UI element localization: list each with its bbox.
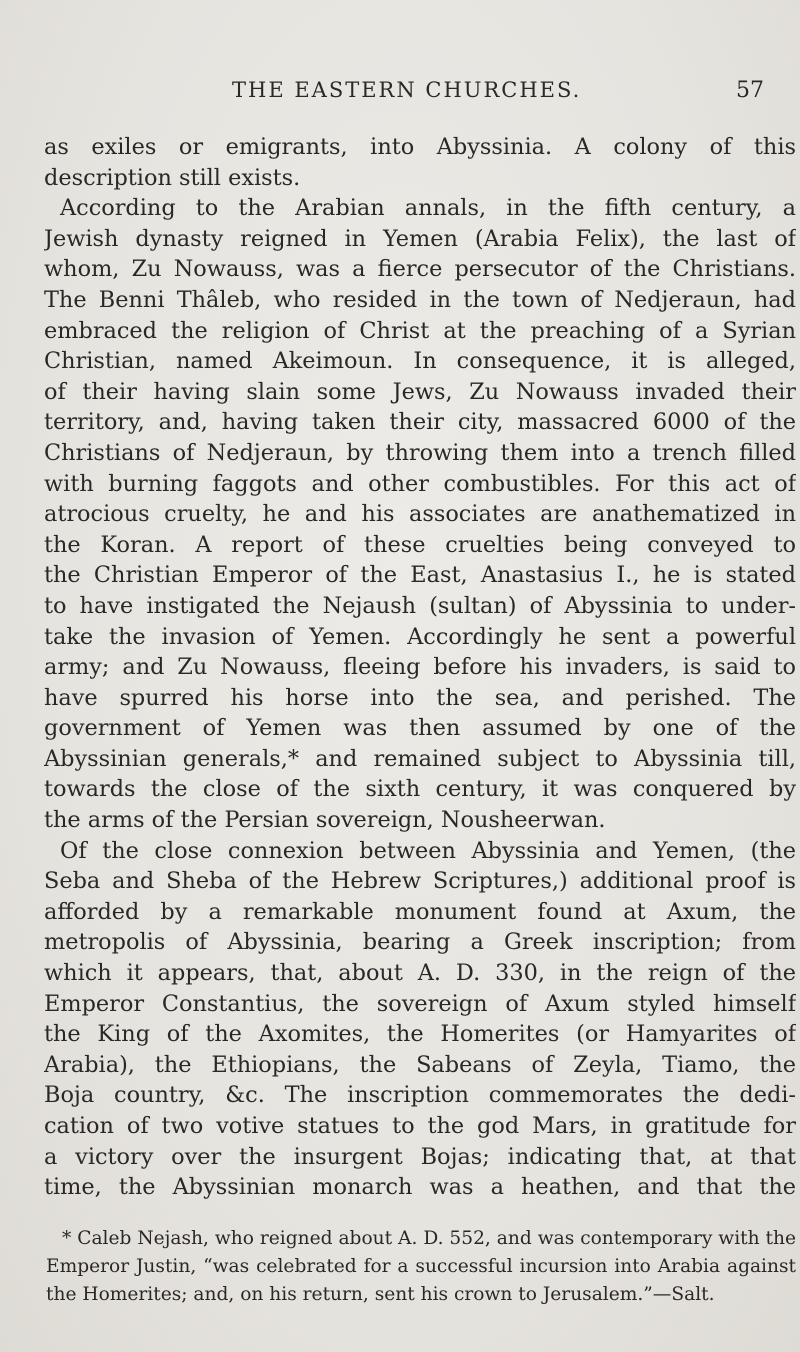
text-line: to have instigated the Nejaush (sultan) of Abyssinia to under- — [44, 592, 796, 619]
text-line: the King of the Axomites, the Homerites (or Hamyarites of — [44, 1021, 796, 1048]
text-line: time, the Abyssinian monarch was a heathen, and that the — [44, 1174, 796, 1201]
text-line: take the invasion of Yemen. Accordingly he sent a powerful — [44, 623, 796, 650]
text-line: Emperor Constantius, the sovereign of Axum styled himself — [44, 990, 796, 1017]
text-line: Seba and Sheba of the Hebrew Scriptures,) additional proof is — [44, 868, 796, 895]
text-line: which it appears, that, about A. D. 330, in the reign of the — [44, 960, 796, 987]
text-line: territory, and, having taken their city, massacred 6000 of the — [44, 409, 796, 436]
text-line: of their having slain some Jews, Zu Nowauss invaded their — [44, 378, 796, 405]
text-line: atrocious cruelty, he and his associates are anathematized in — [44, 501, 796, 528]
text-line: with burning faggots and other combustibles. For this act of — [44, 470, 796, 497]
text-line: Christian, named Akeimoun. In consequence, it is alleged, — [44, 348, 796, 375]
running-header — [0, 78, 800, 114]
text-line: have spurred his horse into the sea, and perished. The — [44, 684, 796, 711]
text-line: whom, Zu Nowauss, was a fierce persecutor of the Christians. — [44, 256, 796, 283]
text-line: Jewish dynasty reigned in Yemen (Arabia Felix), the last of — [44, 225, 796, 252]
text-line: government of Yemen was then assumed by one of the — [44, 715, 796, 742]
footnote-line: the Homerites; and, on his return, sent his crown to Jerusalem.”—Salt. — [46, 1284, 715, 1305]
text-line: as exiles or emigrants, into Abyssinia. A colony of this — [44, 134, 796, 160]
text-line: the Koran. A report of these cruelties being conveyed to — [44, 531, 796, 558]
text-line: the Christian Emperor of the East, Anastasius I., he is stated — [44, 562, 796, 589]
text-line: cation of two votive statues to the god Mars, in gratitude for — [44, 1113, 796, 1139]
text-line: a victory over the insurgent Bojas; indicating that, at that — [44, 1143, 796, 1170]
header-title: THE EASTERN CHURCHES. — [232, 78, 582, 102]
footnote-line: * Caleb Nejash, who reigned about A. D. 552, and was contemporary with the — [62, 1228, 796, 1249]
text-line: The Benni Thâleb, who resided in the town of Nedjeraun, had — [44, 286, 796, 313]
text-line: army; and Zu Nowauss, fleeing before his invaders, is said to — [44, 654, 796, 681]
footnote-line: Emperor Justin, “was celebrated for a successful incursion into Arabia against — [46, 1256, 796, 1277]
text-line: Of the close connexion between Abyssinia and Yemen, (the — [60, 837, 796, 864]
text-line: the arms of the Persian sovereign, Nousheerwan. — [44, 807, 606, 834]
text-line: embraced the religion of Christ at the preaching of a Syrian — [44, 317, 796, 344]
text-line: Christians of Nedjeraun, by throwing them into a trench filled — [44, 439, 796, 466]
text-line: Arabia), the Ethiopians, the Sabeans of Zeyla, Tiamo, the — [44, 1051, 796, 1078]
page-number: 57 — [736, 78, 764, 103]
text-line: afforded by a remarkable monument found at Axum, the — [44, 898, 796, 925]
text-line: Boja country, &c. The inscription commemorates the dedi- — [44, 1082, 796, 1109]
text-line: towards the close of the sixth century, it was conquered by — [44, 776, 796, 803]
text-line: According to the Arabian annals, in the fifth century, a — [60, 195, 796, 222]
footnote — [46, 1225, 796, 1309]
text-line: metropolis of Abyssinia, bearing a Greek inscription; from — [44, 929, 796, 956]
main-text — [44, 132, 796, 1203]
text-line: Abyssinian generals,* and remained subject to Abyssinia till, — [44, 745, 796, 772]
text-line: description still exists. — [44, 164, 301, 191]
